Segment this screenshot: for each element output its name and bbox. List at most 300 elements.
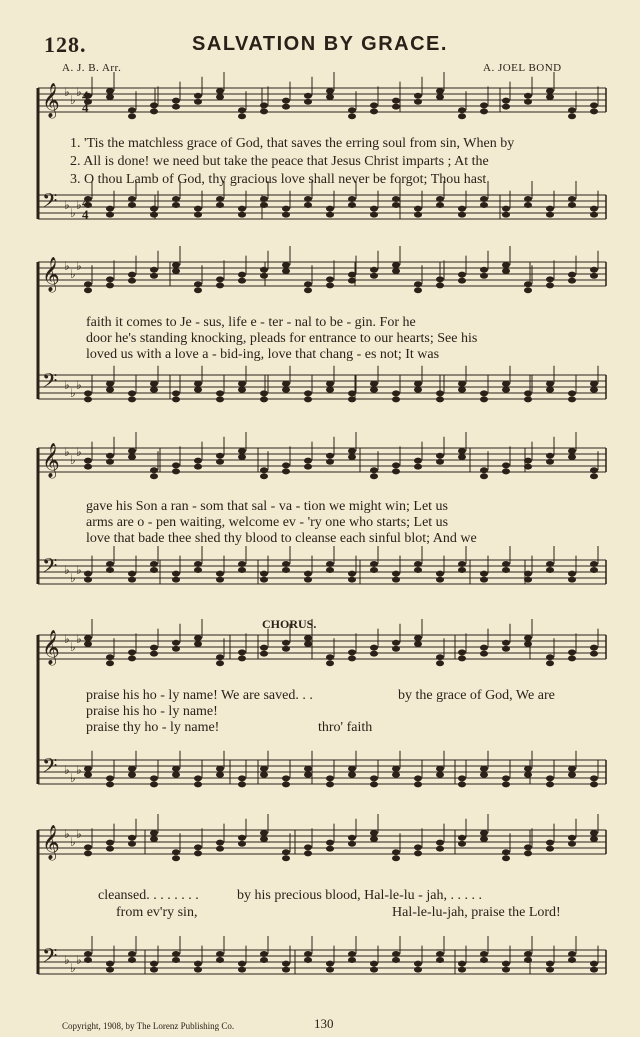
notehead: [84, 641, 92, 647]
notehead: [392, 957, 400, 963]
notehead: [480, 267, 488, 273]
notehead: [436, 276, 444, 282]
notehead: [326, 846, 334, 852]
notehead: [150, 830, 158, 836]
notehead: [414, 287, 422, 293]
notehead: [216, 276, 224, 282]
notehead: [480, 836, 488, 842]
notehead: [238, 567, 246, 573]
notehead: [590, 267, 598, 273]
notehead: [238, 113, 246, 119]
notehead: [304, 99, 312, 105]
notehead: [260, 571, 268, 577]
notehead: [392, 571, 400, 577]
hymn-title: SALVATION BY GRACE.: [192, 33, 448, 55]
notehead: [370, 836, 378, 842]
lyric-line: door he's standing knocking, pleads for entrance to our hearts; See his: [86, 331, 478, 346]
notehead: [524, 577, 532, 583]
notehead: [568, 113, 576, 119]
notehead: [282, 849, 290, 855]
notehead: [128, 649, 136, 655]
notehead: [106, 775, 114, 781]
notehead: [502, 640, 510, 646]
notehead: [172, 772, 180, 778]
notehead: [194, 99, 202, 105]
notehead: [458, 107, 466, 113]
lyric-line: from ev'ry sin,: [116, 905, 198, 920]
notehead: [370, 561, 378, 567]
notehead: [106, 206, 114, 212]
notehead: [326, 282, 334, 288]
notehead: [238, 278, 246, 284]
notehead: [194, 458, 202, 464]
copyright-notice: Copyright, 1908, by The Lorenz Publishing Co.: [62, 1021, 235, 1031]
notehead: [304, 844, 312, 850]
notehead: [502, 775, 510, 781]
notehead: [436, 396, 444, 402]
notehead: [348, 113, 356, 119]
notehead: [436, 94, 444, 100]
notehead: [524, 281, 532, 287]
notehead: [304, 635, 312, 641]
notehead: [590, 387, 598, 393]
notehead: [260, 957, 268, 963]
notehead: [414, 281, 422, 287]
notehead: [260, 467, 268, 473]
notehead: [128, 957, 136, 963]
notehead: [546, 459, 554, 465]
notehead: [502, 381, 510, 387]
notehead: [172, 766, 180, 772]
notehead: [216, 396, 224, 402]
treble-clef-icon: 𝄞: [42, 257, 60, 292]
notehead: [458, 113, 466, 119]
notehead: [150, 836, 158, 842]
flat-icon: ♭: [64, 827, 70, 841]
notehead: [392, 268, 400, 274]
notehead: [216, 660, 224, 666]
notehead: [414, 635, 422, 641]
notehead: [480, 830, 488, 836]
notehead: [414, 967, 422, 973]
notehead: [392, 462, 400, 468]
notehead: [194, 387, 202, 393]
notehead: [216, 766, 224, 772]
notehead: [348, 202, 356, 208]
notehead: [150, 567, 158, 573]
notehead: [392, 855, 400, 861]
notehead: [326, 781, 334, 787]
notehead: [84, 844, 92, 850]
notehead: [84, 464, 92, 470]
flat-icon: ♭: [64, 445, 70, 459]
notehead: [150, 961, 158, 967]
notehead: [172, 262, 180, 268]
notehead: [282, 967, 290, 973]
notehead: [370, 775, 378, 781]
notehead: [524, 850, 532, 856]
notehead: [546, 846, 554, 852]
notehead: [502, 961, 510, 967]
notehead: [238, 272, 246, 278]
notehead: [282, 646, 290, 652]
lyric-line: cleansed. . . . . . . .: [98, 888, 199, 903]
notehead: [106, 961, 114, 967]
notehead: [216, 94, 224, 100]
notehead: [524, 951, 532, 957]
notehead: [414, 99, 422, 105]
notehead: [370, 108, 378, 114]
notehead: [502, 387, 510, 393]
notehead: [194, 212, 202, 218]
notehead: [216, 951, 224, 957]
lyric-line: arms are o - pen waiting, welcome ev - 'ry one who starts; Let us: [86, 515, 449, 530]
notehead: [568, 202, 576, 208]
notehead: [260, 772, 268, 778]
notehead: [392, 396, 400, 402]
notehead: [568, 649, 576, 655]
notehead: [172, 390, 180, 396]
notehead: [436, 88, 444, 94]
notehead: [546, 387, 554, 393]
notehead: [458, 567, 466, 573]
notehead: [348, 278, 356, 284]
notehead: [326, 453, 334, 459]
notehead: [194, 961, 202, 967]
notehead: [590, 775, 598, 781]
notehead: [282, 468, 290, 474]
lyric-line: 3. O thou Lamb of God, thy gracious love shall never be forgot; Thou hast: [70, 172, 487, 187]
notehead: [414, 387, 422, 393]
notehead: [392, 951, 400, 957]
notehead: [348, 196, 356, 202]
notehead: [458, 775, 466, 781]
flat-icon: ♭: [70, 961, 76, 975]
notehead: [238, 841, 246, 847]
notehead: [480, 957, 488, 963]
notehead: [480, 396, 488, 402]
notehead: [238, 655, 246, 661]
notehead: [414, 458, 422, 464]
lyric-line: praise his ho - ly name!: [86, 704, 218, 719]
notehead: [590, 836, 598, 842]
flat-icon: ♭: [76, 445, 82, 459]
notehead: [568, 766, 576, 772]
treble-clef-icon: 𝄞: [42, 443, 60, 478]
lyric-line: thro' faith: [318, 720, 373, 735]
composer-credit: A. JOEL BOND: [483, 62, 562, 74]
flat-icon: ♭: [76, 827, 82, 841]
time-signature: 4: [82, 88, 89, 103]
notehead: [524, 196, 532, 202]
notehead: [546, 212, 554, 218]
notehead: [194, 775, 202, 781]
notehead: [216, 846, 224, 852]
notehead: [150, 108, 158, 114]
flat-icon: ♭: [76, 259, 82, 273]
notehead: [370, 651, 378, 657]
notehead: [480, 273, 488, 279]
notehead: [392, 646, 400, 652]
notehead: [128, 835, 136, 841]
notehead: [436, 660, 444, 666]
bass-clef-icon: 𝄢: [42, 554, 58, 582]
notehead: [260, 396, 268, 402]
notehead: [348, 577, 356, 583]
notehead: [216, 88, 224, 94]
notehead: [84, 772, 92, 778]
notehead: [524, 464, 532, 470]
notehead: [568, 577, 576, 583]
notehead: [348, 649, 356, 655]
notehead: [370, 206, 378, 212]
notehead: [172, 957, 180, 963]
notehead: [590, 567, 598, 573]
notehead: [348, 841, 356, 847]
notehead: [216, 957, 224, 963]
notehead: [216, 840, 224, 846]
notehead: [282, 387, 290, 393]
notehead: [436, 772, 444, 778]
notehead: [436, 577, 444, 583]
time-signature: 4: [82, 195, 89, 210]
treble-clef-icon: 𝄞: [42, 83, 60, 118]
notehead: [414, 206, 422, 212]
notehead: [414, 850, 422, 856]
notehead: [458, 278, 466, 284]
notehead: [480, 473, 488, 479]
notehead: [480, 108, 488, 114]
notehead: [150, 273, 158, 279]
notehead: [348, 772, 356, 778]
arranger-credit: A. J. B. Arr.: [62, 62, 122, 74]
notehead: [150, 473, 158, 479]
notehead: [524, 202, 532, 208]
notehead: [480, 772, 488, 778]
notehead: [348, 448, 356, 454]
notehead: [392, 104, 400, 110]
notehead: [436, 571, 444, 577]
notehead: [282, 855, 290, 861]
flat-icon: ♭: [70, 206, 76, 220]
notehead: [414, 844, 422, 850]
notehead: [546, 781, 554, 787]
notehead: [282, 104, 290, 110]
chorus-label: CHORUS.: [262, 617, 317, 631]
notehead: [260, 836, 268, 842]
notehead: [260, 766, 268, 772]
flat-icon: ♭: [70, 640, 76, 654]
notehead: [282, 262, 290, 268]
notehead: [128, 655, 136, 661]
notehead: [590, 781, 598, 787]
notehead: [392, 849, 400, 855]
notehead: [546, 967, 554, 973]
flat-icon: ♭: [76, 953, 82, 967]
notehead: [568, 448, 576, 454]
notehead: [106, 387, 114, 393]
notehead: [150, 102, 158, 108]
notehead: [106, 654, 114, 660]
notehead: [502, 781, 510, 787]
notehead: [546, 88, 554, 94]
flat-icon: ♭: [64, 632, 70, 646]
notehead: [128, 107, 136, 113]
notehead: [348, 396, 356, 402]
notehead: [238, 107, 246, 113]
notehead: [150, 387, 158, 393]
notehead: [282, 206, 290, 212]
notehead: [502, 262, 510, 268]
notehead: [480, 577, 488, 583]
notehead: [128, 766, 136, 772]
notehead: [568, 835, 576, 841]
flat-icon: ♭: [64, 198, 70, 212]
notehead: [414, 641, 422, 647]
notehead: [458, 212, 466, 218]
time-signature: 4: [82, 207, 89, 222]
bass-clef-icon: 𝄢: [42, 189, 58, 217]
notehead: [568, 951, 576, 957]
notehead: [392, 640, 400, 646]
notehead: [282, 98, 290, 104]
notehead: [546, 282, 554, 288]
notehead: [524, 458, 532, 464]
bass-clef-icon: 𝄢: [42, 369, 58, 397]
notehead: [150, 775, 158, 781]
notehead: [524, 93, 532, 99]
notehead: [524, 635, 532, 641]
notehead: [150, 267, 158, 273]
notehead: [458, 206, 466, 212]
notehead: [546, 453, 554, 459]
notehead: [502, 462, 510, 468]
notehead: [194, 850, 202, 856]
notehead: [348, 571, 356, 577]
notehead: [546, 381, 554, 387]
notehead: [238, 212, 246, 218]
notehead: [458, 841, 466, 847]
notehead: [370, 967, 378, 973]
notehead: [84, 281, 92, 287]
notehead: [304, 951, 312, 957]
notehead: [414, 561, 422, 567]
notehead: [568, 571, 576, 577]
notehead: [436, 840, 444, 846]
notehead: [392, 390, 400, 396]
notehead: [326, 212, 334, 218]
notehead: [150, 651, 158, 657]
notehead: [326, 840, 334, 846]
notehead: [194, 281, 202, 287]
notehead: [326, 276, 334, 282]
notehead: [150, 967, 158, 973]
notehead: [524, 641, 532, 647]
notehead: [326, 459, 334, 465]
notehead: [106, 94, 114, 100]
notehead: [128, 577, 136, 583]
notehead: [238, 387, 246, 393]
notehead: [414, 381, 422, 387]
notehead: [348, 454, 356, 460]
notehead: [238, 649, 246, 655]
notehead: [304, 281, 312, 287]
notehead: [568, 655, 576, 661]
notehead: [216, 390, 224, 396]
notehead: [216, 577, 224, 583]
lyric-line: 2. All is done! we need but take the peace that Jesus Christ imparts ; At the: [70, 154, 489, 169]
notehead: [326, 94, 334, 100]
notehead: [238, 206, 246, 212]
notehead: [326, 561, 334, 567]
notehead: [480, 645, 488, 651]
notehead: [590, 830, 598, 836]
notehead: [568, 272, 576, 278]
notehead: [392, 98, 400, 104]
notehead: [458, 781, 466, 787]
notehead: [436, 459, 444, 465]
notehead: [84, 577, 92, 583]
notehead: [436, 951, 444, 957]
notehead: [414, 212, 422, 218]
notehead: [282, 212, 290, 218]
notehead: [172, 951, 180, 957]
notehead: [194, 967, 202, 973]
notehead: [436, 846, 444, 852]
notehead: [370, 645, 378, 651]
notehead: [128, 196, 136, 202]
notehead: [590, 206, 598, 212]
notehead: [568, 196, 576, 202]
notehead: [590, 961, 598, 967]
notehead: [414, 775, 422, 781]
notehead: [128, 571, 136, 577]
notehead: [150, 781, 158, 787]
flat-icon: ♭: [70, 453, 76, 467]
notehead: [348, 107, 356, 113]
notehead: [568, 396, 576, 402]
notehead: [436, 196, 444, 202]
flat-icon: ♭: [64, 763, 70, 777]
notehead: [304, 390, 312, 396]
notehead: [216, 772, 224, 778]
notehead: [238, 961, 246, 967]
notehead: [370, 102, 378, 108]
notehead: [106, 459, 114, 465]
notehead: [304, 571, 312, 577]
notehead: [106, 846, 114, 852]
notehead: [106, 660, 114, 666]
notehead: [392, 766, 400, 772]
notehead: [106, 453, 114, 459]
notehead: [546, 654, 554, 660]
lyric-line: faith it comes to Je - sus, life e - ter - nal to be - gin. For he: [86, 315, 416, 330]
notehead: [326, 387, 334, 393]
notehead: [282, 640, 290, 646]
notehead: [326, 967, 334, 973]
notehead: [84, 458, 92, 464]
notehead: [414, 93, 422, 99]
notehead: [260, 273, 268, 279]
notehead: [590, 381, 598, 387]
time-signature: 4: [82, 100, 89, 115]
notehead: [304, 850, 312, 856]
notehead: [150, 561, 158, 567]
notehead: [480, 766, 488, 772]
notehead: [590, 967, 598, 973]
notehead: [304, 957, 312, 963]
lyric-line: by the grace of God, We are: [398, 688, 555, 703]
